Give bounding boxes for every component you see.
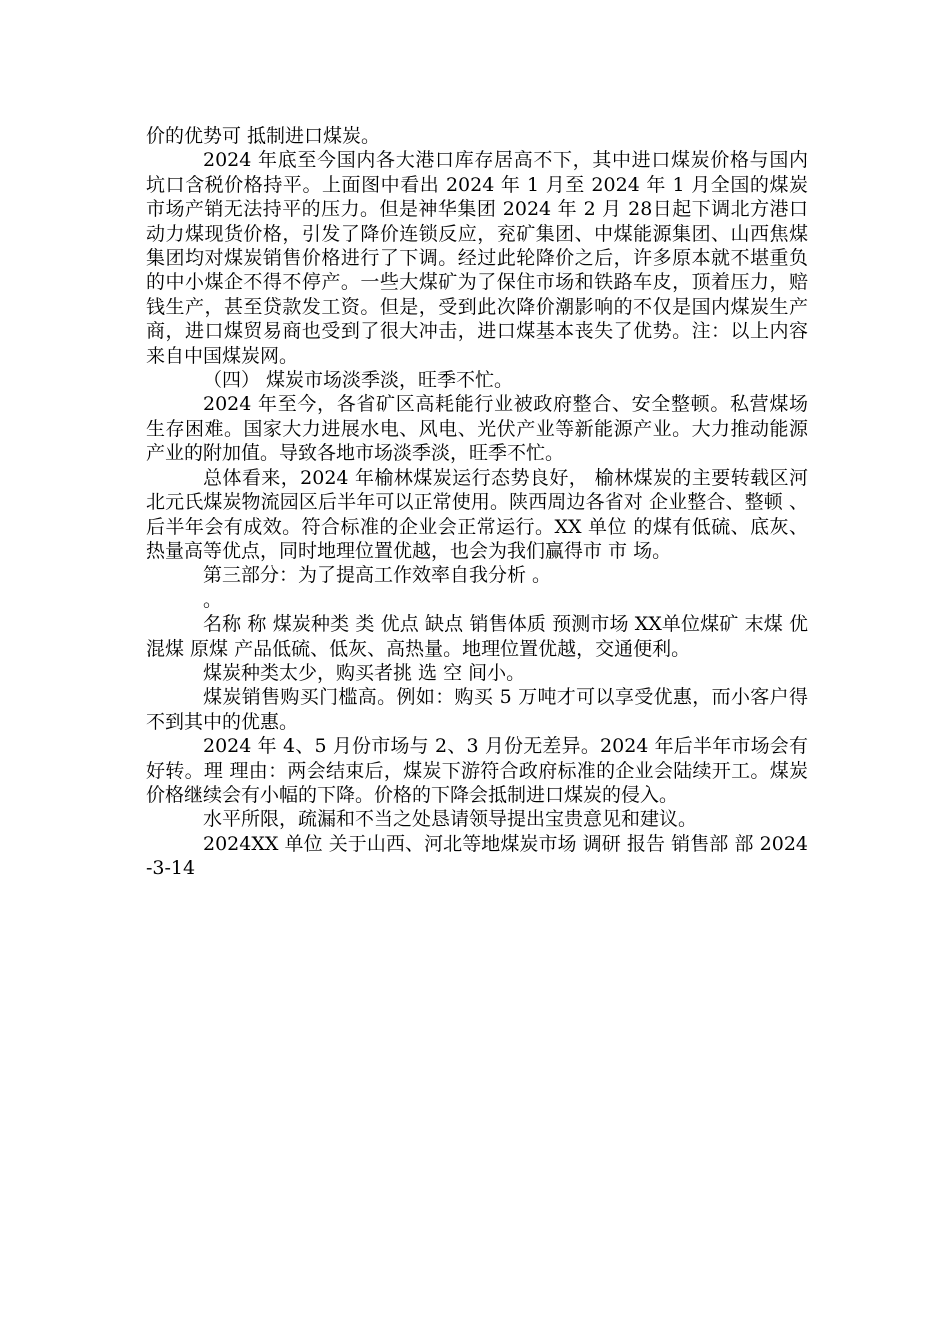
paragraph-weakness-variety: 煤炭种类太少，购买者挑 选 空 间小。 (203, 661, 526, 684)
paragraph-industry-consolidation: 2024 年至今，各省矿区高耗能行业被政府整合、安全整顿。私营煤场生存困难。国家大力进展水电、风电、光伏产业等新能源产业。大力推动能源产业的附加值。导致各地市场淡季淡，旺季不忙。 (146, 393, 808, 465)
section-heading-part-three: 第三部分：为了提高工作效率自我分析 。 (203, 564, 552, 587)
paragraph-port-inventory: 2024 年底至今国内各大港口库存居高不下，其中进口煤炭价格与国内坑口含税价格持平。上面图中看出 2024 年 1 月至 2024 年 1 月全国的煤炭市场产销无法持平的压力。但是神华集团 2024 年 2 月 28日起下调北方港口动力煤现货价格，引发了降价连锁反应，兖矿集团、中煤能源集团、山西焦煤集团均对煤炭销售价格进行了下调。经过此轮降价之后，许多原本就不堪重负的中小煤企不得不停产。一些大煤矿为了保住市场和铁路车皮，顶着压力，赔钱生产，甚至贷款发工资。但是，受到此次降价潮影响的不仅是国内煤炭生产商，进口煤贸易商也受到了很大冲击，进口煤基本丧失了优势。注：以上内容来自中国煤炭网。 (146, 149, 808, 367)
section-heading-four: （四） 煤炭市场淡季淡，旺季不忙。 (203, 369, 514, 392)
paragraph-continuation: 价的优势可 抵制进口煤炭。 (146, 125, 381, 147)
report-signature: 2024XX 单位 关于山西、河北等地煤炭市场 调研 报告 销售部 部 2024-3-14 (146, 832, 808, 880)
paragraph-overall-outlook: 总体看来，2024 年榆林煤炭运行态势良好， 榆林煤炭的主要转载区河北元氏煤炭物流园区后半年可以正常使用。陕西周边各省对 企业整合、整顿 、 后半年会有成效。符合标准的企业会正常运行。XX 单位 的煤有低硫、底灰、热量高等优点，同时地理位置优越，也会为我们赢得市 市 场。 (146, 466, 808, 562)
paragraph-weakness-threshold: 煤炭销售购买门槛高。例如：购买 5 万吨才可以享受优惠，而小客户得不到其中的优惠。 (146, 686, 808, 733)
document-page (146, 124, 808, 881)
paragraph-product-analysis: 名称 称 煤炭种类 类 优点 缺点 销售体质 预测市场 XX单位煤矿 末煤 优混煤 原煤 产品低硫、低灰、高热量。地理位置优越，交通便利。 (146, 613, 808, 660)
paragraph-market-forecast: 2024 年 4、5 月份市场与 2、3 月份无差异。2024 年后半年市场会有好转。理 理由：两会结束后，煤炭下游符合政府标准的企业会陆续开工。煤炭价格继续会有小幅的下降。价格的下降会抵制进口煤炭的侵入。 (146, 735, 808, 806)
paragraph-stray-period: 。 (203, 588, 223, 611)
paragraph-closing-remark: 水平所限，疏漏和不当之处恳请领导提出宝贵意见和建议。 (203, 808, 698, 831)
